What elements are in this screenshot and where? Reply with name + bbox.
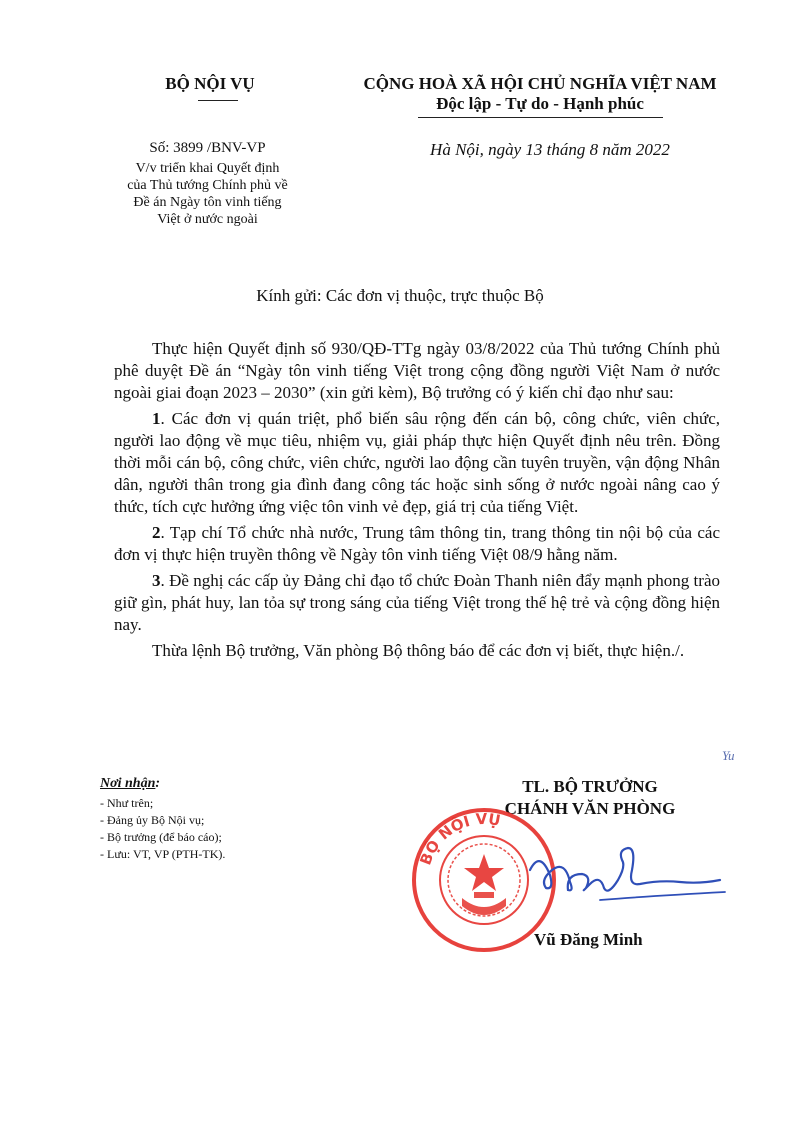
subject-line: Đề án Ngày tôn vinh tiếng xyxy=(133,195,282,210)
handwritten-initials: Yu xyxy=(722,748,735,763)
item-3-paragraph xyxy=(114,570,720,636)
signer-title: CHÁNH VĂN PHÒNG xyxy=(504,799,676,818)
item-text: . Đề nghị các cấp ủy Đảng chỉ đạo tổ chức Đoàn Thanh niên đẩy mạnh phong trào giữ gìn, phát huy, lan tỏa sự trong sáng của tiếng Việt trong thế hệ trẻ và cộng đồng hiện nay. xyxy=(114,571,720,634)
document-number: Số: 3899 /BNV-VP xyxy=(149,140,266,156)
document-subject xyxy=(100,160,315,228)
subject-line: V/v triển khai Quyết định xyxy=(135,161,280,176)
item-text: . Tạp chí Tổ chức nhà nước, Trung tâm thông tin, trang thông tin nội bộ của các đơn vị thực hiện truyền thông về Ngày tôn vinh tiếng Việt 08/9 hằng năm. xyxy=(114,523,720,564)
signing-authority: TL. BỘ TRƯỞNG xyxy=(522,777,658,796)
signer-name: Vũ Đăng Minh xyxy=(534,930,643,949)
seal-text: BỘ NỘI VỤ xyxy=(416,809,502,868)
recipient-item: - Bộ trưởng (để báo cáo); xyxy=(100,830,222,844)
national-motto xyxy=(330,74,750,114)
svg-text:BỘ NỘI VỤ xyxy=(416,810,502,868)
item-number: 3 xyxy=(152,571,161,590)
recipient-item: - Lưu: VT, VP (PTH-TK). xyxy=(100,847,226,861)
agency-underline xyxy=(198,100,238,101)
nation-name: CỘNG HOÀ XÃ HỘI CHỦ NGHĨA VIỆT NAM xyxy=(363,74,717,93)
addressee: Kính gửi: Các đơn vị thuộc, trực thuộc Bộ xyxy=(256,286,544,305)
nation-slogan: Độc lập - Tự do - Hạnh phúc xyxy=(436,94,644,113)
subject-line: của Thủ tướng Chính phủ về xyxy=(127,178,288,193)
recipient-item: - Như trên; xyxy=(100,796,154,810)
recipient-item: - Đảng ủy Bộ Nội vụ; xyxy=(100,813,205,827)
recipients-heading: Nơi nhận: xyxy=(100,776,161,791)
item-1-paragraph xyxy=(114,408,720,518)
item-number: 2 xyxy=(152,523,161,542)
slogan-underline xyxy=(418,117,663,118)
place-date: Hà Nội, ngày 13 tháng 8 năm 2022 xyxy=(430,140,670,159)
subject-line: Việt ở nước ngoài xyxy=(157,212,258,227)
item-2-paragraph xyxy=(114,522,720,566)
intro-paragraph: Thực hiện Quyết định số 930/QĐ-TTg ngày 03/8/2022 của Thủ tướng Chính phủ phê duyệt Đề án “Ngày tôn vinh tiếng Việt trong cộng đồng người Việt Nam ở nước ngoài giai đoạn 2023 – 2030” (xin gửi kèm), Bộ trưởng có ý kiến chỉ đạo như sau: xyxy=(114,339,720,402)
issuing-agency: BỘ NỘI VỤ xyxy=(165,74,255,93)
item-number: 1 xyxy=(152,409,161,428)
handwritten-signature xyxy=(510,830,730,930)
closing-paragraph: Thừa lệnh Bộ trưởng, Văn phòng Bộ thông báo để các đơn vị biết, thực hiện./. xyxy=(152,641,685,660)
letter-body xyxy=(114,338,720,662)
recipients-list xyxy=(100,795,225,863)
star-icon xyxy=(464,854,504,891)
item-text: . Các đơn vị quán triệt, phổ biến sâu rộng đến cán bộ, công chức, viên chức, người lao động về mục tiêu, nhiệm vụ, giải pháp thực hiện Quyết định nêu trên. Đồng thời mỗi cán bộ, công chức, viên chức, người lao động cần tuyên truyền, vận động Nhân dân, người thân trong gia đình đang công tác hoặc sinh sống ở nước ngoài nâng cao ý thức, tích cực hưởng ứng việc tôn vinh vẻ đẹp, giá trị của tiếng Việt. xyxy=(114,409,720,516)
